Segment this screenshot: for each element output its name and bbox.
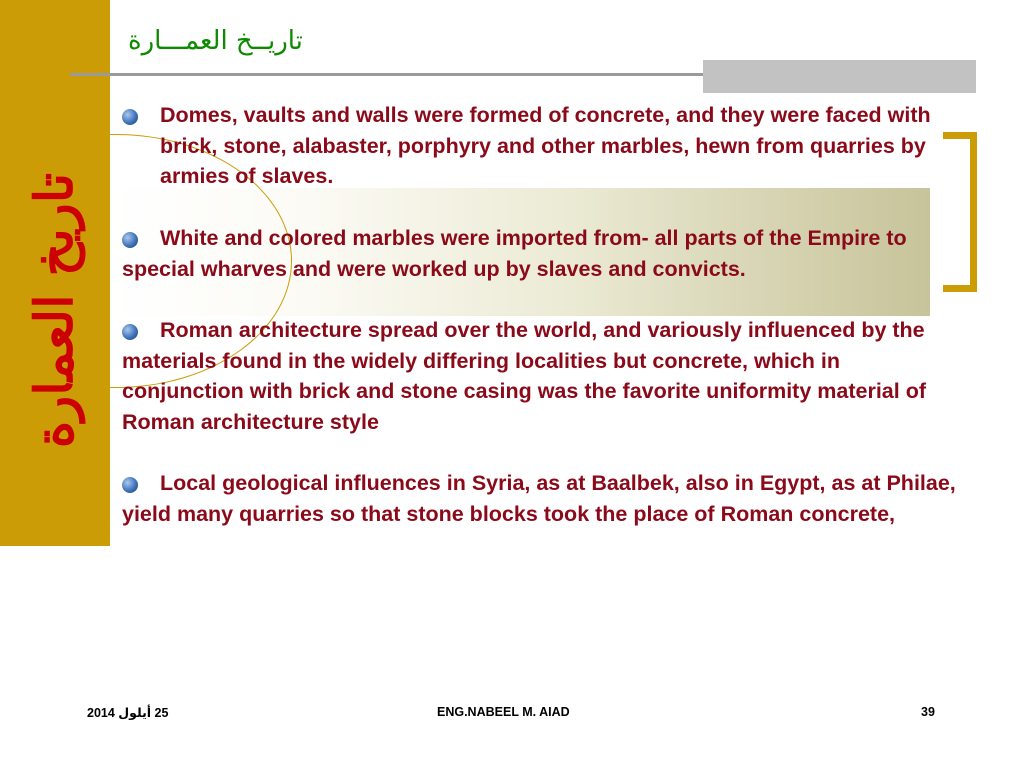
page-title: تاريــخ العمـــارة <box>128 26 303 56</box>
sidebar-title-text: تاريخ العمارة <box>24 172 86 448</box>
sphere-bullet-icon <box>122 232 138 248</box>
sphere-bullet-icon <box>122 324 138 340</box>
bullet-text: Local geological influences in Syria, as at Baalbek, also in Egypt, as at Philae, yield many quarries so that stone blocks took the place of Roman concrete, <box>122 471 956 527</box>
footer-author: ENG.NABEEL M. AIAD <box>437 705 570 719</box>
list-item <box>122 468 958 529</box>
bullet-text: Domes, vaults and walls were formed of concrete, and they were faced with brick, stone, alabaster, porphyry and other marbles, hewn from quarries by armies of slaves. <box>160 103 931 189</box>
bullet-text: White and colored marbles were imported from- all parts of the Empire to special wharves and were worked up by slaves and convicts. <box>122 225 907 281</box>
slide-content <box>122 100 958 560</box>
footer-date: 25 أيلول 2014 <box>87 706 169 720</box>
header-gray-block <box>703 60 976 93</box>
list-item <box>122 100 958 192</box>
bullet-text: Roman architecture spread over the world, and variously influenced by the materials found in the widely differing localities but concrete, which in conjunction with brick and stone casing was the favorite uniformity material of Roman architecture style <box>122 317 926 434</box>
list-item <box>122 315 958 438</box>
sphere-bullet-icon <box>122 109 138 125</box>
page-number: 39 <box>921 705 935 719</box>
list-item <box>122 223 958 284</box>
